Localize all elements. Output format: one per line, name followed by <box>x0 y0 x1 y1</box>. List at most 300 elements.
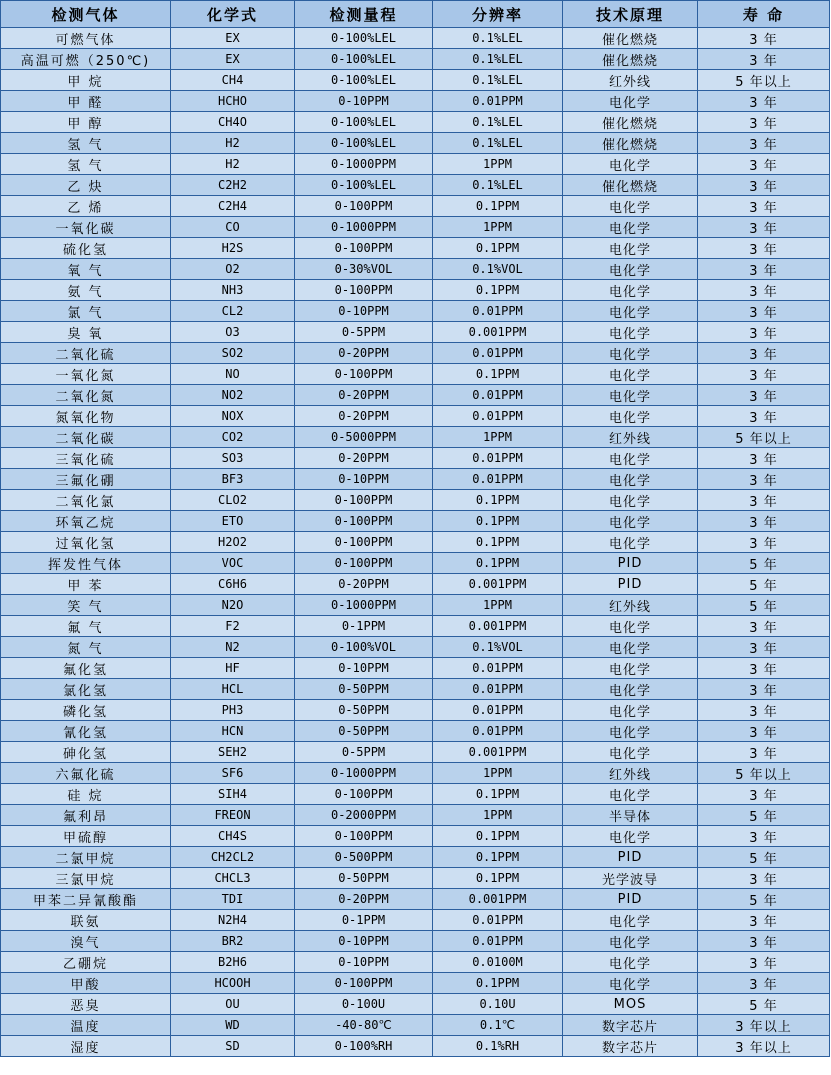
cell-range: 0-100%LEL <box>295 133 433 154</box>
table-row <box>1 994 830 1015</box>
cell-technology: 红外线 <box>563 427 698 448</box>
cell-formula: CH2CL2 <box>171 847 295 868</box>
cell-formula: CH4O <box>171 112 295 133</box>
cell-technology: 电化学 <box>563 154 698 175</box>
cell-range: 0-100PPM <box>295 973 433 994</box>
cell-lifespan: 3 年 <box>698 784 830 805</box>
cell-lifespan: 3 年 <box>698 196 830 217</box>
table-row <box>1 658 830 679</box>
cell-gas: 二氧化硫 <box>1 343 171 364</box>
cell-technology: 电化学 <box>563 91 698 112</box>
cell-formula: HCL <box>171 679 295 700</box>
cell-technology: 催化燃烧 <box>563 175 698 196</box>
cell-range: 0-1000PPM <box>295 595 433 616</box>
cell-gas: 一氧化碳 <box>1 217 171 238</box>
cell-resolution: 0.01PPM <box>433 385 563 406</box>
cell-resolution: 0.1PPM <box>433 490 563 511</box>
cell-range: 0-100U <box>295 994 433 1015</box>
cell-gas: 氟化氢 <box>1 658 171 679</box>
table-row <box>1 700 830 721</box>
table-header-row <box>1 1 830 28</box>
cell-formula: CO2 <box>171 427 295 448</box>
cell-resolution: 0.1℃ <box>433 1015 563 1036</box>
cell-technology: 电化学 <box>563 532 698 553</box>
table-row <box>1 826 830 847</box>
cell-resolution: 0.001PPM <box>433 889 563 910</box>
cell-lifespan: 3 年以上 <box>698 1036 830 1057</box>
table-row <box>1 679 830 700</box>
cell-technology: 电化学 <box>563 637 698 658</box>
cell-technology: 电化学 <box>563 700 698 721</box>
cell-range: 0-100PPM <box>295 532 433 553</box>
cell-range: 0-100%LEL <box>295 70 433 91</box>
cell-formula: SEH2 <box>171 742 295 763</box>
cell-range: 0-50PPM <box>295 679 433 700</box>
cell-resolution: 1PPM <box>433 217 563 238</box>
cell-formula: H2 <box>171 133 295 154</box>
cell-range: 0-50PPM <box>295 700 433 721</box>
cell-formula: OU <box>171 994 295 1015</box>
cell-range: 0-10PPM <box>295 952 433 973</box>
cell-formula: EX <box>171 49 295 70</box>
cell-resolution: 0.01PPM <box>433 721 563 742</box>
cell-gas: 联氨 <box>1 910 171 931</box>
cell-technology: 电化学 <box>563 511 698 532</box>
cell-range: 0-10PPM <box>295 931 433 952</box>
cell-gas: 甲 醛 <box>1 91 171 112</box>
cell-technology: 电化学 <box>563 448 698 469</box>
cell-lifespan: 3 年 <box>698 238 830 259</box>
cell-technology: 电化学 <box>563 196 698 217</box>
cell-formula: HCHO <box>171 91 295 112</box>
cell-technology: 电化学 <box>563 364 698 385</box>
cell-lifespan: 3 年 <box>698 175 830 196</box>
cell-lifespan: 3 年 <box>698 532 830 553</box>
cell-resolution: 0.0100M <box>433 952 563 973</box>
table-row <box>1 322 830 343</box>
cell-gas: 三氧化硫 <box>1 448 171 469</box>
cell-formula: NO2 <box>171 385 295 406</box>
cell-range: 0-50PPM <box>295 868 433 889</box>
cell-range: 0-500PPM <box>295 847 433 868</box>
cell-resolution: 0.1%LEL <box>433 175 563 196</box>
cell-lifespan: 5 年 <box>698 847 830 868</box>
cell-technology: 电化学 <box>563 301 698 322</box>
cell-formula: C6H6 <box>171 574 295 595</box>
cell-lifespan: 3 年 <box>698 385 830 406</box>
table-row <box>1 637 830 658</box>
table-row <box>1 532 830 553</box>
cell-formula: CH4 <box>171 70 295 91</box>
cell-gas: 氮氧化物 <box>1 406 171 427</box>
cell-resolution: 0.1%LEL <box>433 28 563 49</box>
cell-lifespan: 5 年以上 <box>698 763 830 784</box>
cell-range: 0-10PPM <box>295 658 433 679</box>
cell-lifespan: 3 年 <box>698 658 830 679</box>
cell-formula: ETO <box>171 511 295 532</box>
cell-gas: 硅 烷 <box>1 784 171 805</box>
cell-range: -40-80℃ <box>295 1015 433 1036</box>
cell-gas: 氯 气 <box>1 301 171 322</box>
cell-lifespan: 5 年 <box>698 553 830 574</box>
cell-range: 0-20PPM <box>295 448 433 469</box>
column-header-formula: 化学式 <box>171 1 295 28</box>
table-row <box>1 511 830 532</box>
cell-lifespan: 3 年 <box>698 301 830 322</box>
cell-lifespan: 3 年 <box>698 448 830 469</box>
table-row <box>1 973 830 994</box>
table-row <box>1 616 830 637</box>
table-row <box>1 742 830 763</box>
cell-formula: WD <box>171 1015 295 1036</box>
table-body <box>1 28 830 1057</box>
cell-resolution: 0.1%LEL <box>433 49 563 70</box>
cell-lifespan: 5 年 <box>698 574 830 595</box>
cell-formula: BF3 <box>171 469 295 490</box>
cell-resolution: 0.001PPM <box>433 616 563 637</box>
cell-range: 0-20PPM <box>295 343 433 364</box>
cell-gas: 氟利昂 <box>1 805 171 826</box>
table-row <box>1 805 830 826</box>
table-row <box>1 343 830 364</box>
cell-technology: PID <box>563 574 698 595</box>
cell-range: 0-100%RH <box>295 1036 433 1057</box>
cell-formula: SO2 <box>171 343 295 364</box>
cell-range: 0-100PPM <box>295 826 433 847</box>
cell-technology: 电化学 <box>563 952 698 973</box>
table-row <box>1 1015 830 1036</box>
cell-lifespan: 5 年 <box>698 889 830 910</box>
cell-technology: 催化燃烧 <box>563 49 698 70</box>
cell-gas: 可燃气体 <box>1 28 171 49</box>
cell-lifespan: 3 年 <box>698 868 830 889</box>
cell-technology: 红外线 <box>563 763 698 784</box>
cell-technology: 电化学 <box>563 931 698 952</box>
cell-technology: 电化学 <box>563 469 698 490</box>
cell-range: 0-100%LEL <box>295 28 433 49</box>
cell-gas: 过氧化氢 <box>1 532 171 553</box>
cell-gas: 三氟化硼 <box>1 469 171 490</box>
cell-gas: 乙硼烷 <box>1 952 171 973</box>
table-row <box>1 154 830 175</box>
table-row <box>1 385 830 406</box>
cell-gas: 氟 气 <box>1 616 171 637</box>
table-row <box>1 91 830 112</box>
cell-lifespan: 3 年 <box>698 259 830 280</box>
cell-gas: 甲苯二异氰酸酯 <box>1 889 171 910</box>
cell-technology: 电化学 <box>563 322 698 343</box>
cell-formula: O3 <box>171 322 295 343</box>
cell-resolution: 1PPM <box>433 154 563 175</box>
table-row <box>1 595 830 616</box>
cell-lifespan: 3 年 <box>698 511 830 532</box>
cell-range: 0-100%LEL <box>295 112 433 133</box>
table-row <box>1 217 830 238</box>
cell-formula: BR2 <box>171 931 295 952</box>
cell-resolution: 0.1%LEL <box>433 112 563 133</box>
table-row <box>1 49 830 70</box>
cell-formula: B2H6 <box>171 952 295 973</box>
cell-formula: SF6 <box>171 763 295 784</box>
cell-gas: 甲 醇 <box>1 112 171 133</box>
cell-lifespan: 3 年 <box>698 217 830 238</box>
cell-lifespan: 5 年以上 <box>698 427 830 448</box>
cell-formula: CHCL3 <box>171 868 295 889</box>
cell-gas: 氰化氢 <box>1 721 171 742</box>
cell-formula: TDI <box>171 889 295 910</box>
cell-technology: MOS <box>563 994 698 1015</box>
table-row <box>1 448 830 469</box>
table-row <box>1 574 830 595</box>
cell-range: 0-5PPM <box>295 742 433 763</box>
cell-formula: HCOOH <box>171 973 295 994</box>
cell-resolution: 0.1PPM <box>433 826 563 847</box>
table-row <box>1 868 830 889</box>
cell-lifespan: 3 年 <box>698 721 830 742</box>
cell-lifespan: 5 年以上 <box>698 70 830 91</box>
cell-formula: H2 <box>171 154 295 175</box>
cell-resolution: 0.1%VOL <box>433 259 563 280</box>
cell-range: 0-20PPM <box>295 385 433 406</box>
cell-gas: 磷化氢 <box>1 700 171 721</box>
cell-gas: 溴气 <box>1 931 171 952</box>
table-row <box>1 490 830 511</box>
cell-resolution: 1PPM <box>433 805 563 826</box>
table-row <box>1 70 830 91</box>
cell-range: 0-1PPM <box>295 910 433 931</box>
cell-technology: 光学波导 <box>563 868 698 889</box>
cell-gas: 三氯甲烷 <box>1 868 171 889</box>
cell-technology: 数字芯片 <box>563 1015 698 1036</box>
table-row <box>1 553 830 574</box>
cell-technology: 电化学 <box>563 826 698 847</box>
cell-gas: 砷化氢 <box>1 742 171 763</box>
cell-resolution: 0.1PPM <box>433 196 563 217</box>
cell-formula: SIH4 <box>171 784 295 805</box>
cell-lifespan: 3 年 <box>698 469 830 490</box>
cell-lifespan: 5 年 <box>698 805 830 826</box>
cell-gas: 环氧乙烷 <box>1 511 171 532</box>
cell-technology: 电化学 <box>563 385 698 406</box>
cell-technology: 电化学 <box>563 490 698 511</box>
cell-technology: 催化燃烧 <box>563 28 698 49</box>
cell-technology: 数字芯片 <box>563 1036 698 1057</box>
cell-formula: NH3 <box>171 280 295 301</box>
cell-formula: EX <box>171 28 295 49</box>
cell-technology: 电化学 <box>563 343 698 364</box>
cell-formula: CL2 <box>171 301 295 322</box>
cell-range: 0-1000PPM <box>295 154 433 175</box>
cell-technology: 半导体 <box>563 805 698 826</box>
cell-resolution: 1PPM <box>433 595 563 616</box>
table-row <box>1 238 830 259</box>
table-row <box>1 469 830 490</box>
cell-range: 0-100PPM <box>295 490 433 511</box>
cell-formula: SD <box>171 1036 295 1057</box>
cell-resolution: 1PPM <box>433 763 563 784</box>
cell-technology: PID <box>563 889 698 910</box>
cell-range: 0-5PPM <box>295 322 433 343</box>
cell-lifespan: 5 年 <box>698 595 830 616</box>
cell-technology: 红外线 <box>563 70 698 91</box>
cell-gas: 二氯甲烷 <box>1 847 171 868</box>
cell-formula: VOC <box>171 553 295 574</box>
cell-lifespan: 5 年 <box>698 994 830 1015</box>
cell-resolution: 0.01PPM <box>433 700 563 721</box>
cell-resolution: 0.01PPM <box>433 469 563 490</box>
cell-range: 0-1000PPM <box>295 763 433 784</box>
cell-resolution: 0.1PPM <box>433 532 563 553</box>
cell-formula: NOX <box>171 406 295 427</box>
cell-formula: H2S <box>171 238 295 259</box>
cell-formula: C2H4 <box>171 196 295 217</box>
cell-gas: 甲硫醇 <box>1 826 171 847</box>
cell-formula: F2 <box>171 616 295 637</box>
cell-lifespan: 3 年 <box>698 343 830 364</box>
cell-range: 0-20PPM <box>295 406 433 427</box>
cell-lifespan: 3 年 <box>698 49 830 70</box>
cell-lifespan: 3 年 <box>698 952 830 973</box>
cell-lifespan: 3 年 <box>698 112 830 133</box>
cell-gas: 硫化氢 <box>1 238 171 259</box>
cell-range: 0-1000PPM <box>295 217 433 238</box>
cell-gas: 氮 气 <box>1 637 171 658</box>
cell-technology: 电化学 <box>563 406 698 427</box>
cell-gas: 六氟化硫 <box>1 763 171 784</box>
cell-lifespan: 3 年 <box>698 679 830 700</box>
cell-resolution: 0.01PPM <box>433 910 563 931</box>
cell-resolution: 1PPM <box>433 427 563 448</box>
cell-range: 0-5000PPM <box>295 427 433 448</box>
cell-resolution: 0.1PPM <box>433 511 563 532</box>
cell-gas: 乙 烯 <box>1 196 171 217</box>
cell-range: 0-30%VOL <box>295 259 433 280</box>
cell-formula: CO <box>171 217 295 238</box>
cell-lifespan: 3 年 <box>698 322 830 343</box>
cell-gas: 二氧化氯 <box>1 490 171 511</box>
table-row <box>1 952 830 973</box>
table-row <box>1 889 830 910</box>
cell-resolution: 0.1%RH <box>433 1036 563 1057</box>
cell-resolution: 0.01PPM <box>433 658 563 679</box>
cell-gas: 氧 气 <box>1 259 171 280</box>
cell-formula: NO <box>171 364 295 385</box>
cell-technology: 催化燃烧 <box>563 112 698 133</box>
cell-gas: 乙 炔 <box>1 175 171 196</box>
table-row <box>1 280 830 301</box>
cell-resolution: 0.001PPM <box>433 322 563 343</box>
cell-gas: 二氧化碳 <box>1 427 171 448</box>
cell-range: 0-100%VOL <box>295 637 433 658</box>
cell-technology: PID <box>563 553 698 574</box>
table-row <box>1 763 830 784</box>
cell-lifespan: 3 年 <box>698 910 830 931</box>
table-row <box>1 364 830 385</box>
cell-range: 0-100PPM <box>295 784 433 805</box>
cell-resolution: 0.1%VOL <box>433 637 563 658</box>
cell-range: 0-100%LEL <box>295 49 433 70</box>
cell-technology: 电化学 <box>563 973 698 994</box>
cell-technology: PID <box>563 847 698 868</box>
cell-technology: 红外线 <box>563 595 698 616</box>
cell-range: 0-100PPM <box>295 196 433 217</box>
cell-gas: 甲酸 <box>1 973 171 994</box>
cell-lifespan: 3 年 <box>698 826 830 847</box>
cell-lifespan: 3 年 <box>698 91 830 112</box>
cell-gas: 甲 烷 <box>1 70 171 91</box>
cell-range: 0-100PPM <box>295 511 433 532</box>
cell-range: 0-100PPM <box>295 238 433 259</box>
cell-technology: 电化学 <box>563 238 698 259</box>
cell-lifespan: 3 年 <box>698 280 830 301</box>
cell-formula: N2O <box>171 595 295 616</box>
cell-range: 0-10PPM <box>295 469 433 490</box>
table-row <box>1 406 830 427</box>
cell-formula: H2O2 <box>171 532 295 553</box>
cell-technology: 电化学 <box>563 280 698 301</box>
cell-gas: 笑 气 <box>1 595 171 616</box>
cell-lifespan: 3 年 <box>698 637 830 658</box>
cell-formula: HF <box>171 658 295 679</box>
cell-resolution: 0.1PPM <box>433 973 563 994</box>
cell-lifespan: 3 年 <box>698 931 830 952</box>
cell-range: 0-2000PPM <box>295 805 433 826</box>
table-row <box>1 847 830 868</box>
cell-gas: 恶臭 <box>1 994 171 1015</box>
cell-resolution: 0.1PPM <box>433 280 563 301</box>
cell-lifespan: 3 年 <box>698 154 830 175</box>
cell-resolution: 0.01PPM <box>433 343 563 364</box>
cell-formula: FREON <box>171 805 295 826</box>
cell-technology: 电化学 <box>563 259 698 280</box>
cell-gas: 臭 氧 <box>1 322 171 343</box>
cell-gas: 温度 <box>1 1015 171 1036</box>
column-header-range: 检测量程 <box>295 1 433 28</box>
cell-range: 0-10PPM <box>295 301 433 322</box>
cell-range: 0-50PPM <box>295 721 433 742</box>
cell-formula: PH3 <box>171 700 295 721</box>
cell-gas: 甲 苯 <box>1 574 171 595</box>
table-row <box>1 133 830 154</box>
cell-formula: CH4S <box>171 826 295 847</box>
column-header-lifespan: 寿 命 <box>698 1 830 28</box>
cell-gas: 一氧化氮 <box>1 364 171 385</box>
cell-resolution: 0.1PPM <box>433 784 563 805</box>
cell-gas: 氨 气 <box>1 280 171 301</box>
cell-lifespan: 3 年 <box>698 364 830 385</box>
cell-resolution: 0.1PPM <box>433 364 563 385</box>
table-row <box>1 784 830 805</box>
cell-formula: N2H4 <box>171 910 295 931</box>
cell-range: 0-100PPM <box>295 280 433 301</box>
table-row <box>1 175 830 196</box>
cell-resolution: 0.1PPM <box>433 238 563 259</box>
cell-technology: 电化学 <box>563 742 698 763</box>
cell-range: 0-20PPM <box>295 574 433 595</box>
cell-gas: 高温可燃（250℃) <box>1 49 171 70</box>
table-row <box>1 427 830 448</box>
cell-technology: 电化学 <box>563 784 698 805</box>
table-row <box>1 910 830 931</box>
column-header-gas: 检测气体 <box>1 1 171 28</box>
column-header-technology: 技术原理 <box>563 1 698 28</box>
cell-technology: 电化学 <box>563 910 698 931</box>
cell-range: 0-1PPM <box>295 616 433 637</box>
table-row <box>1 196 830 217</box>
cell-technology: 电化学 <box>563 679 698 700</box>
cell-gas: 氢 气 <box>1 154 171 175</box>
cell-gas: 挥发性气体 <box>1 553 171 574</box>
